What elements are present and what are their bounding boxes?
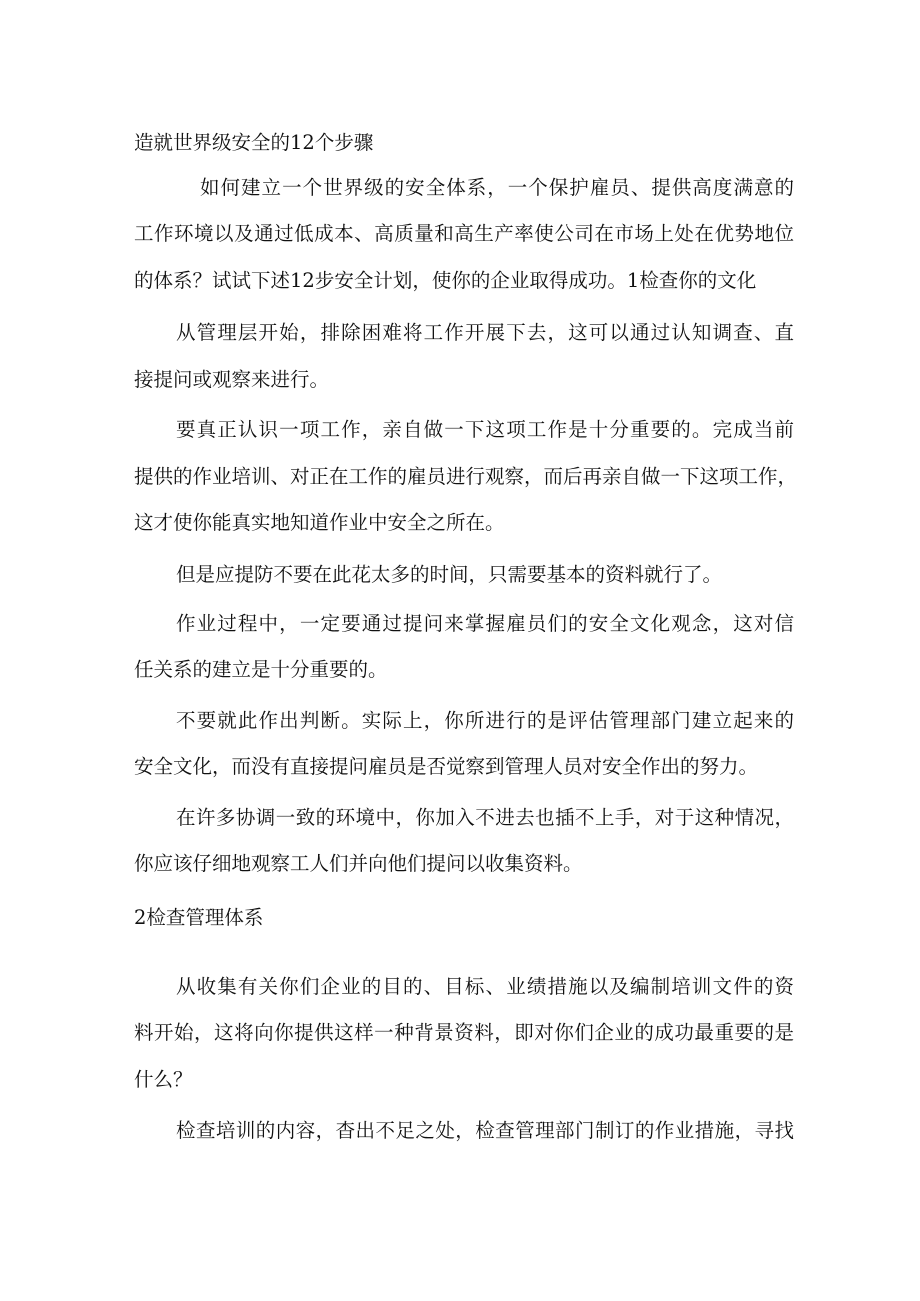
paragraph-2-line-3: 这才使你能真实地知道作业中安全之所在。 — [134, 511, 505, 534]
paragraph-5-line-1: 不要就此作出判断。实际上，你所进行的是评估管理部门建立起来的 — [176, 709, 794, 732]
paragraph-3-line-1: 但是应提防不要在此花太多的时间，只需要基本的资料就行了。 — [176, 563, 723, 586]
paragraph-1-line-2: 接提问或观察来进行。 — [134, 368, 330, 391]
paragraph-1-line-1: 从管理层开始，排除困难将工作开展下去，这可以通过认知调查、直 — [176, 321, 794, 344]
intro-line-3: 的体系？试试下述12步安全计划，使你的企业取得成功。1检查你的文化 — [134, 269, 757, 292]
paragraph-5-line-2: 安全文化，而没有直接提问雇员是否觉察到管理人员对安全作出的努力。 — [134, 755, 759, 778]
section-2-heading: 2检查管理体系 — [134, 906, 264, 929]
paragraph-7-line-1: 从收集有关你们企业的目的、目标、业绩措施以及编制培训文件的资 — [176, 975, 794, 998]
paragraph-2-line-1: 要真正认识一项工作，亲自做一下这项工作是十分重要的。完成当前 — [176, 418, 794, 441]
document-title: 造就世界级安全的12个步骤 — [134, 131, 374, 154]
intro-line-2: 工作环境以及通过低成本、高质量和高生产率使公司在市场上处在优势地位 — [134, 222, 794, 245]
paragraph-8-line-1: 检查培训的内容，杳出不足之处，检查管理部门制订的作业措施，寻找 — [176, 1119, 794, 1142]
intro-line-1: 如何建立一个世界级的安全体系，一个保护雇员、提供高度满意的 — [200, 176, 794, 199]
paragraph-7-line-3: 什么？ — [134, 1068, 193, 1091]
paragraph-6-line-2: 你应该仔细地观察工人们并向他们提问以收集资料。 — [134, 852, 583, 875]
paragraph-4-line-1: 作业过程中，一定要通过提问来掌握雇员们的安全文化观念，这对信 — [176, 612, 794, 635]
paragraph-4-line-2: 任关系的建立是十分重要的。 — [134, 658, 388, 681]
paragraph-7-line-2: 料开始，这将向你提供这样一种背景资料，即对你们企业的成功最重要的是 — [134, 1021, 794, 1044]
paragraph-2-line-2: 提供的作业培训、对正在工作的雇员进行观察，而后再亲自做一下这项工作， — [134, 465, 798, 488]
paragraph-6-line-1: 在许多协调一致的环境中，你加入不进去也插不上手，对于这种情况， — [176, 806, 794, 829]
